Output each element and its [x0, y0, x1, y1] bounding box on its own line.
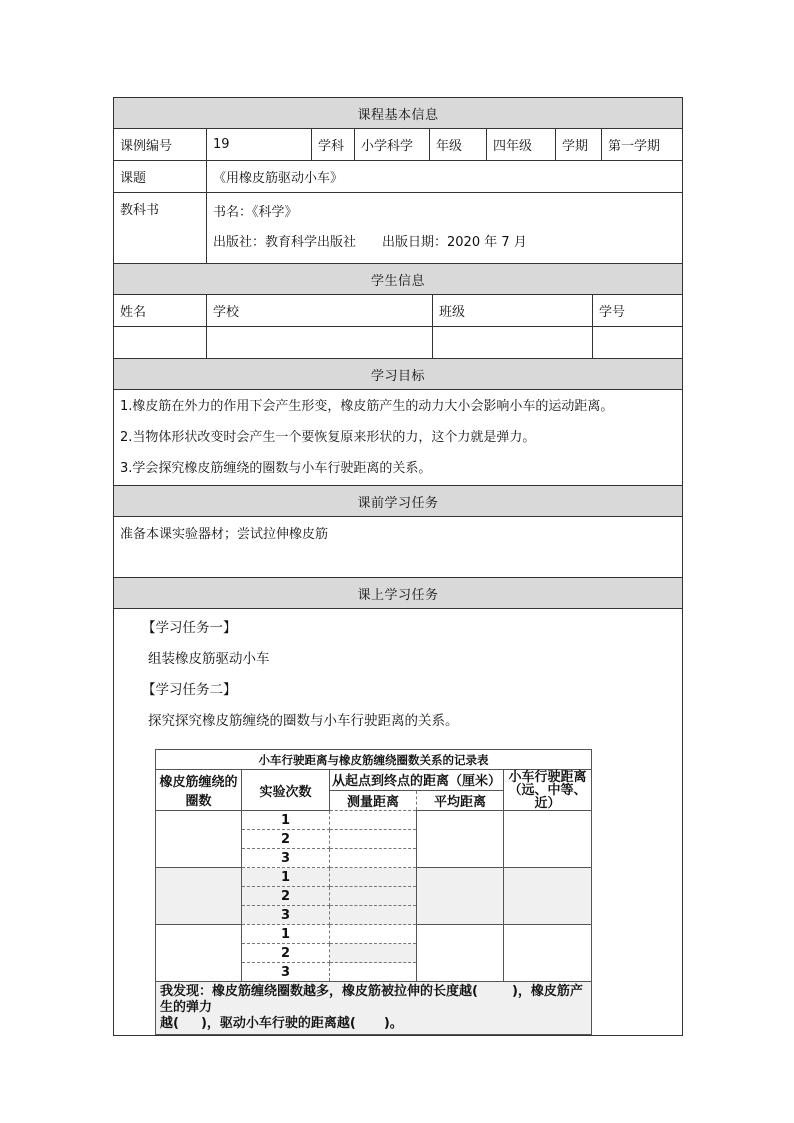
average-cell[interactable] — [417, 868, 504, 925]
subject-label: 学科 — [312, 129, 355, 161]
course-id-value: 19 — [207, 129, 312, 161]
course-info-table — [113, 97, 683, 295]
measured-cell[interactable] — [330, 830, 417, 849]
result-cell[interactable] — [504, 925, 592, 982]
course-form — [113, 97, 682, 1036]
topic-value: 《用橡皮筋驱动小车》 — [207, 161, 683, 193]
trial-number: 1 — [242, 811, 330, 830]
record-table-wrapper — [155, 749, 591, 1035]
subject-value: 小学科学 — [355, 129, 430, 161]
measured-cell[interactable] — [330, 849, 417, 868]
objectives-list — [114, 390, 683, 486]
measured-cell[interactable] — [330, 963, 417, 982]
textbook-name: 书名：《科学》 — [213, 205, 298, 220]
name-field[interactable] — [114, 327, 207, 359]
term-value: 第一学期 — [602, 129, 683, 161]
textbook-publisher: 出版社：教育科学出版社 出版日期：2020 年 7 月 — [213, 235, 527, 250]
objective-item: 3.学会探究橡皮筋缠绕的圈数与小车行驶距离的关系。 — [120, 461, 432, 476]
textbook-info — [207, 193, 683, 264]
objective-item: 2.当物体形状改变时会产生一个要恢复原来形状的力，这个力就是弹力。 — [120, 430, 536, 445]
turns-cell[interactable] — [156, 868, 242, 925]
in-class-tasks — [114, 609, 683, 1036]
turns-cell[interactable] — [156, 925, 242, 982]
grade-value: 四年级 — [487, 129, 556, 161]
turns-cell[interactable] — [156, 811, 242, 868]
section-course-info: 课程基本信息 — [114, 98, 683, 129]
section-pre-class: 课前学习任务 — [114, 486, 683, 517]
measured-cell[interactable] — [330, 811, 417, 830]
trial-number: 3 — [242, 963, 330, 982]
objective-item: 1.橡皮筋在外力的作用下会产生形变，橡皮筋产生的动力大小会影响小车的运动距离。 — [120, 399, 614, 414]
student-info-table — [113, 294, 683, 359]
section-objectives: 学习目标 — [114, 359, 683, 390]
grade-label: 年级 — [430, 129, 487, 161]
trial-number: 2 — [242, 830, 330, 849]
col-trial-header: 实验次数 — [242, 770, 330, 811]
col-distance-header: 从起点到终点的距离（厘米） — [330, 770, 504, 791]
class-field[interactable] — [433, 327, 593, 359]
task2-text: 探究探究橡皮筋缠绕的圈数与小车行驶距离的关系。 — [148, 713, 459, 729]
course-id-label: 课例编号 — [114, 129, 207, 161]
finding-text — [156, 982, 592, 1035]
student-number-label: 学号 — [593, 295, 683, 327]
finding-part: )，橡皮筋产生的弹力 — [160, 984, 583, 1015]
result-cell[interactable] — [504, 868, 592, 925]
task2-title: 【学习任务二】 — [142, 682, 237, 698]
trial-number: 2 — [242, 887, 330, 906]
col-turns-header: 橡皮筋缠绕的圈数 — [156, 770, 242, 811]
name-label: 姓名 — [114, 295, 207, 327]
finding-part: 我发现：橡皮筋缠绕圈数越多，橡皮筋被拉伸的长度越( — [160, 984, 478, 999]
average-cell[interactable] — [417, 925, 504, 982]
school-label: 学校 — [207, 295, 433, 327]
term-label: 学期 — [556, 129, 602, 161]
trial-number: 2 — [242, 944, 330, 963]
section-in-class: 课上学习任务 — [114, 578, 683, 609]
task1-title: 【学习任务一】 — [142, 620, 237, 636]
measured-cell[interactable] — [330, 906, 417, 925]
finding-part: )，驱动小车行驶的距离越( — [200, 1016, 356, 1031]
trial-number: 1 — [242, 925, 330, 944]
col-result-header: 小车行驶距离（远、中等、近） — [504, 770, 592, 811]
result-cell[interactable] — [504, 811, 592, 868]
measured-cell[interactable] — [330, 887, 417, 906]
lesson-table — [113, 358, 683, 1036]
col-measured-header: 测量距离 — [330, 790, 417, 811]
task1-text: 组装橡皮筋驱动小车 — [148, 651, 270, 667]
measured-cell[interactable] — [330, 925, 417, 944]
record-table-title: 小车行驶距离与橡皮筋缠绕圈数关系的记录表 — [156, 750, 592, 770]
school-field[interactable] — [207, 327, 433, 359]
topic-label: 课题 — [114, 161, 207, 193]
student-number-field[interactable] — [593, 327, 683, 359]
class-label: 班级 — [433, 295, 593, 327]
col-average-header: 平均距离 — [417, 790, 504, 811]
pre-class-task: 准备本课实验器材；尝试拉伸橡皮筋 — [114, 517, 683, 578]
measured-cell[interactable] — [330, 944, 417, 963]
trial-number: 3 — [242, 849, 330, 868]
record-table — [155, 749, 592, 1035]
finding-part: 越( — [160, 1016, 179, 1031]
measured-cell[interactable] — [330, 868, 417, 887]
trial-number: 1 — [242, 868, 330, 887]
section-student-info: 学生信息 — [114, 264, 683, 295]
textbook-label: 教科书 — [114, 193, 207, 264]
finding-part: )。 — [383, 1016, 403, 1031]
average-cell[interactable] — [417, 811, 504, 868]
trial-number: 3 — [242, 906, 330, 925]
